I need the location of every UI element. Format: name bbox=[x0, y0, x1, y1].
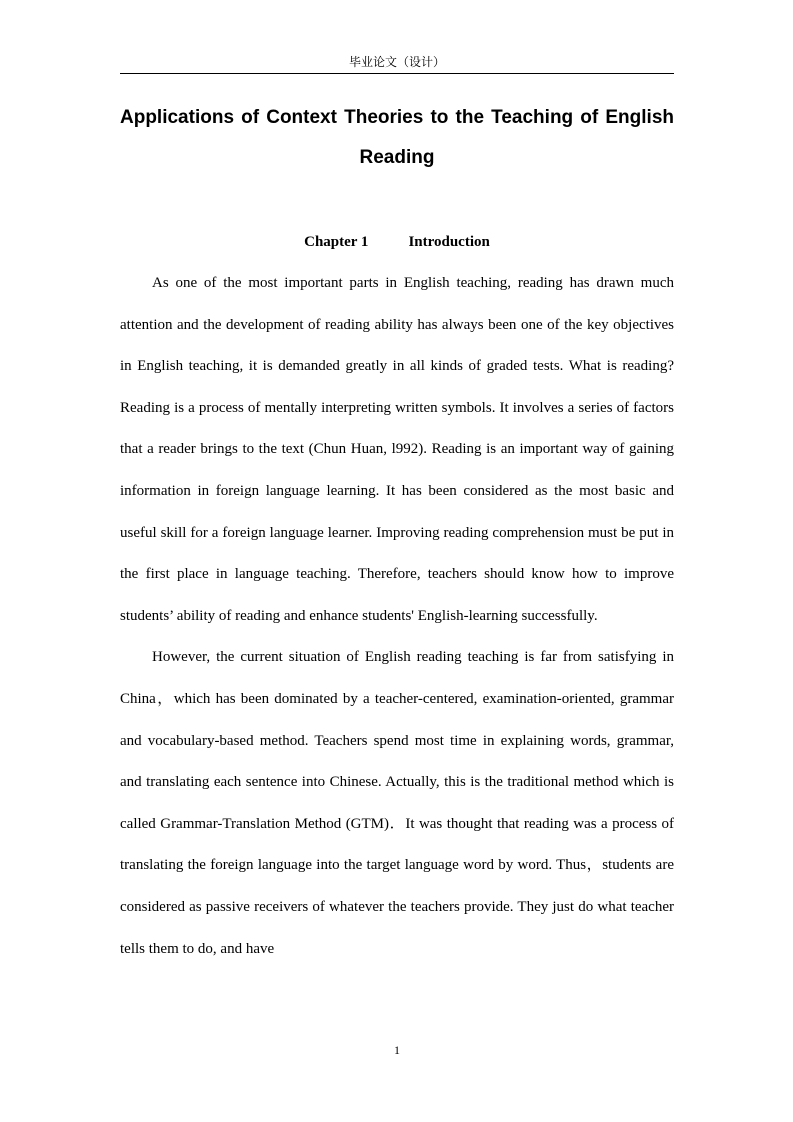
chapter-number: Chapter 1 bbox=[304, 234, 369, 250]
page-header: 毕业论文（设计） bbox=[348, 55, 445, 69]
body-text bbox=[120, 263, 674, 970]
title-line-2: Reading bbox=[359, 147, 435, 168]
title-line-1: Applications of Context Theories to the Teaching of English bbox=[120, 107, 674, 128]
header-rule bbox=[120, 73, 674, 74]
page-number: 1 bbox=[394, 1043, 400, 1057]
chapter-heading bbox=[120, 232, 674, 252]
paragraph: As one of the most important parts in English teaching, reading has drawn much attention and the development of reading ability has always been one of the key objectives in English teaching, it is demanded greatly in all kinds of graded tests. What is reading? Reading is a process of mentally interpreting written symbols. It involves a series of factors that a reader brings to the text (Chun Huan, l992). Reading is an important way of gaining information in foreign language learning. It has been considered as the most basic and useful skill for a foreign language learner. Improving reading comprehension must be put in the first place in language teaching. Therefore, teachers should know how to improve students’ ability of reading and enhance students' English-learning successfully. bbox=[120, 275, 674, 624]
paragraph: However, the current situation of English reading teaching is far from satisfying in China，which has been dominated by a teacher-centered, examination-oriented, grammar and vocabulary-based method. Teachers spend most time in explaining words, grammar, and translating each sentence into Chinese. Actually, this is the traditional method which is called Grammar-Translation Method (GTM)．It was thought that reading was a process of translating the foreign language into the target language word by word. Thus，students are considered as passive receivers of whatever the teachers provide. They just do what teacher tells them to do, and have bbox=[120, 649, 674, 957]
chapter-name: Introduction bbox=[408, 234, 490, 250]
